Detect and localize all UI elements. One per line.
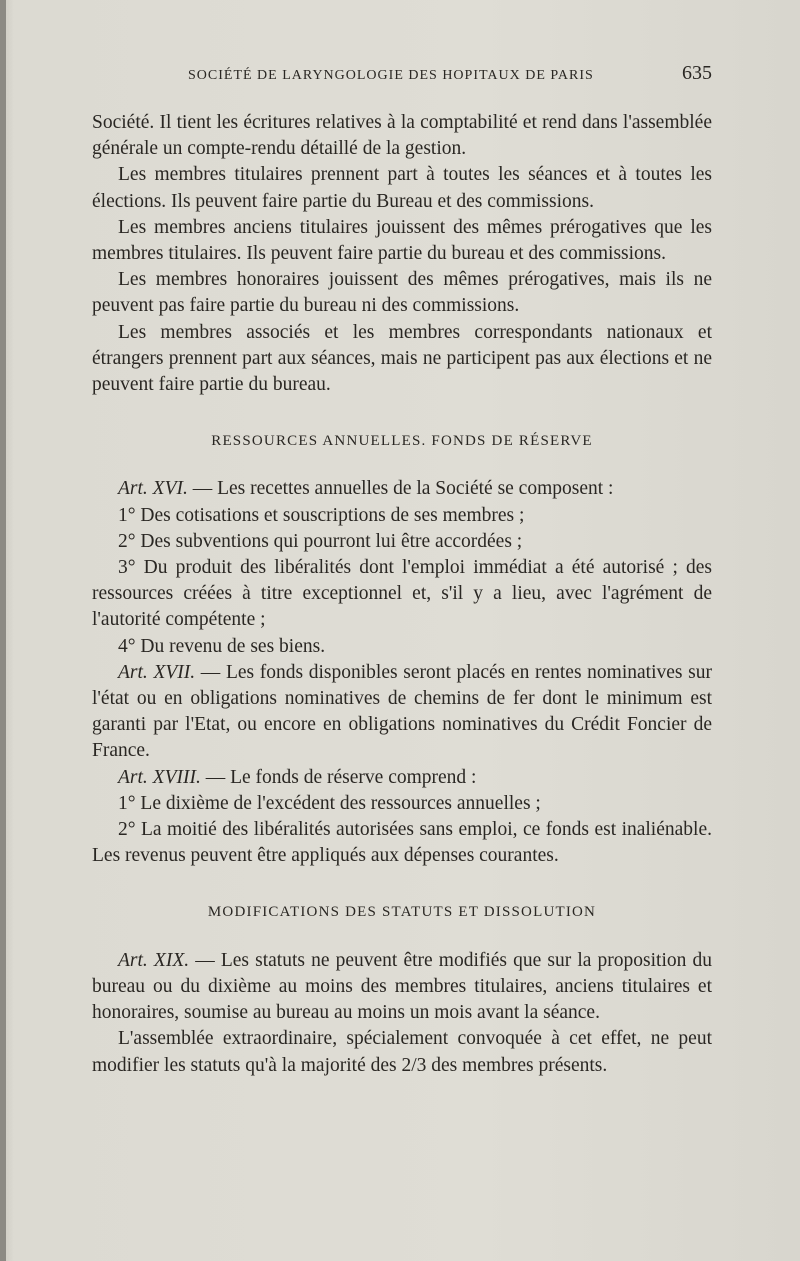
article-16 — [92, 476, 712, 502]
paragraph: Société. Il tient les écritures relatives à la comptabilité et rend dans l'assemblée générale un compte-rendu détaillé de la gestion. — [92, 112, 712, 160]
article-text: — Le fonds de réserve comprend : — [200, 766, 477, 788]
paragraph: Les membres anciens titulaires jouissent des mêmes prérogatives que les membres titulaires. Ils peuvent faire partie du bureau et des commissions. — [92, 216, 712, 265]
article-label: Art. XVI. — [118, 478, 188, 500]
page-body — [92, 110, 712, 1079]
list-item: 2° La moitié des libéralités autorisées sans emploi, ce fonds est inaliénable. Les revenus peuvent être appliqués aux dépenses courantes. — [92, 819, 712, 867]
list-item: 4° Du revenu de ses biens. — [118, 635, 326, 657]
list-item: 3° Du produit des libéralités dont l'emploi immédiat a été autorisé ; des ressources créées à titre exceptionnel et, s'il y a lieu, avec l'agrément de l'autorité compétente ; — [92, 557, 712, 631]
list-item: 1° Des cotisations et souscriptions de ses membres ; — [118, 504, 525, 526]
article-label: Art. XVII. — [118, 661, 196, 683]
article-19 — [92, 948, 712, 1027]
article-text: — Les fonds disponibles seront placés en rentes nominatives sur l'état ou en obligations nominatives de chemins de fer dont le minimum est garanti par l'Etat, ou encore en obligations nominatives du Crédit Foncier de France. — [92, 661, 712, 762]
article-17 — [92, 660, 712, 765]
paragraph: Les membres honoraires jouissent des mêmes prérogatives, mais ils ne peuvent pas faire partie du bureau ni des commissions. — [92, 269, 712, 317]
article-label: Art. XIX. — [118, 949, 190, 971]
list-item: 1° Le dixième de l'excédent des ressources annuelles ; — [118, 792, 541, 814]
article-text: — Les statuts ne peuvent être modifiés que sur la proposition du bureau ou du dixième au moins des membres titulaires, anciens titulaires et honoraires, soumise au bureau au moins un mois avant la séance. — [92, 949, 713, 1024]
paragraph: Les membres titulaires prennent part à toutes les séances et à toutes les élections. Ils peuvent faire partie du Bureau et des commissions. — [92, 164, 712, 212]
article-label: Art. XVIII. — [118, 766, 201, 788]
page-header — [92, 60, 712, 90]
section-heading: RESSOURCES ANNUELLES. FONDS DE RÉSERVE — [211, 433, 593, 450]
running-title: SOCIÉTÉ DE LARYNGOLOGIE DES HOPITAUX DE PARIS — [188, 68, 594, 83]
book-gutter — [0, 0, 6, 1261]
article-18 — [92, 765, 712, 791]
page-number: 635 — [682, 62, 712, 84]
article-text: — Les recettes annuelles de la Société se composent : — [187, 478, 614, 500]
paragraph: Les membres associés et les membres correspondants nationaux et étrangers prennent part aux séances, mais ne participent pas aux élections et ne peuvent faire partie du bureau. — [92, 321, 712, 396]
list-item: 2° Des subventions qui pourront lui être accordées ; — [118, 530, 523, 552]
section-heading: MODIFICATIONS DES STATUTS ET DISSOLUTION — [207, 904, 597, 921]
paragraph: L'assemblée extraordinaire, spécialement convoquée à cet effet, ne peut modifier les statuts qu'à la majorité des 2/3 des membres présents. — [92, 1028, 712, 1076]
